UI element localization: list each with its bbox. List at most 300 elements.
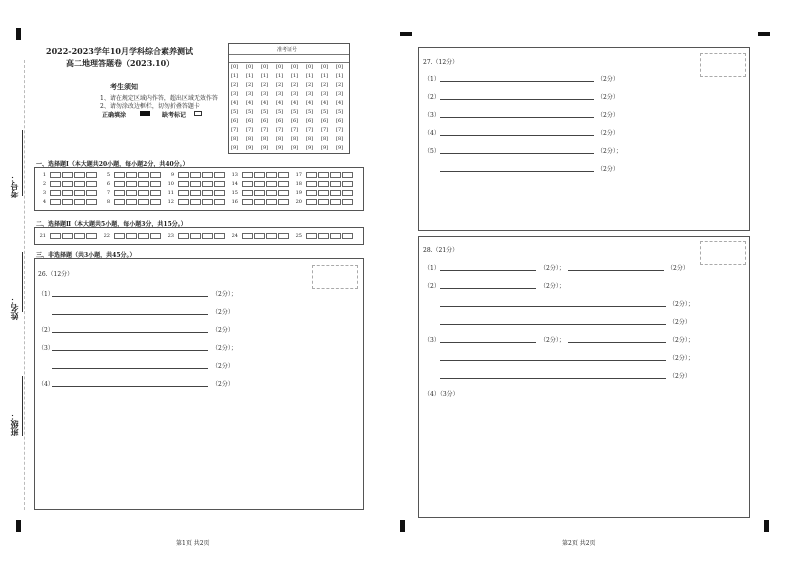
ticket-digit[interactable]: [6] bbox=[276, 118, 284, 124]
q26-title: 26.（12分） bbox=[38, 271, 74, 278]
choice-bubble[interactable] bbox=[330, 190, 341, 196]
ticket-digit[interactable]: [7] bbox=[291, 127, 299, 133]
choice-bubble[interactable] bbox=[50, 233, 61, 239]
answer-line[interactable] bbox=[440, 378, 666, 379]
ticket-digit[interactable]: [4] bbox=[246, 100, 254, 106]
registration-mark bbox=[400, 32, 412, 36]
choice-bubble[interactable] bbox=[50, 181, 61, 187]
ticket-digit[interactable]: [2] bbox=[291, 82, 299, 88]
ticket-digit[interactable]: [6] bbox=[291, 118, 299, 124]
choice-bubble[interactable] bbox=[114, 199, 125, 205]
choice-bubble[interactable] bbox=[306, 172, 317, 178]
choice-bubble[interactable] bbox=[278, 190, 289, 196]
ticket-digit[interactable]: [3] bbox=[246, 91, 254, 97]
score-label: （2分） bbox=[667, 265, 689, 272]
choice-bubble[interactable] bbox=[150, 190, 161, 196]
choice-bubble[interactable] bbox=[138, 172, 149, 178]
choice-row bbox=[228, 181, 290, 187]
choice-bubble[interactable] bbox=[254, 190, 265, 196]
choice-bubble[interactable] bbox=[242, 233, 253, 239]
choice-bubble[interactable] bbox=[318, 172, 329, 178]
choice-bubble[interactable] bbox=[74, 172, 85, 178]
choice-bubble[interactable] bbox=[266, 199, 277, 205]
choice-bubble[interactable] bbox=[50, 199, 61, 205]
question-number: 6 bbox=[106, 181, 110, 187]
question-number: 14 bbox=[231, 181, 238, 187]
ticket-digit[interactable]: [0] bbox=[291, 64, 299, 70]
answer-line[interactable] bbox=[440, 135, 594, 136]
choice-row bbox=[292, 199, 354, 205]
ticket-digit[interactable]: [3] bbox=[321, 91, 329, 97]
choice-bubble[interactable] bbox=[214, 233, 225, 239]
ticket-digit[interactable]: [0] bbox=[261, 64, 269, 70]
choice-bubble[interactable] bbox=[242, 190, 253, 196]
choice-row bbox=[36, 190, 98, 196]
ticket-digit[interactable]: [1] bbox=[321, 73, 329, 79]
choice-bubble[interactable] bbox=[126, 181, 137, 187]
ticket-digit[interactable]: [8] bbox=[306, 136, 314, 142]
choice-bubble[interactable] bbox=[150, 233, 161, 239]
q26-part4: （4） bbox=[38, 381, 54, 388]
question-number: 3 bbox=[42, 190, 46, 196]
answer-line[interactable] bbox=[52, 368, 208, 369]
choice-bubble[interactable] bbox=[254, 233, 265, 239]
choice-bubble[interactable] bbox=[190, 190, 201, 196]
ticket-digit[interactable]: [1] bbox=[336, 73, 344, 79]
ticket-digit-column bbox=[336, 63, 343, 153]
ticket-digit[interactable]: [7] bbox=[261, 127, 269, 133]
score-label: （2分）； bbox=[540, 337, 565, 344]
ticket-digit[interactable]: [8] bbox=[276, 136, 284, 142]
ticket-digit[interactable]: [3] bbox=[261, 91, 269, 97]
ticket-digit[interactable]: [4] bbox=[231, 100, 239, 106]
fill-absent-label: 缺考标记 bbox=[162, 112, 187, 119]
ticket-digit[interactable]: [4] bbox=[291, 100, 299, 106]
score-label: （2分） bbox=[597, 130, 619, 137]
choice-bubble[interactable] bbox=[330, 233, 341, 239]
q28-part1: （1） bbox=[424, 265, 440, 272]
ticket-digit[interactable]: [6] bbox=[336, 118, 344, 124]
choice-bubble[interactable] bbox=[150, 199, 161, 205]
ticket-digit[interactable]: [9] bbox=[321, 145, 329, 151]
ticket-digit[interactable]: [7] bbox=[306, 127, 314, 133]
q26-part1: （1） bbox=[38, 291, 54, 298]
ticket-digit[interactable]: [9] bbox=[276, 145, 284, 151]
choice-bubble[interactable] bbox=[62, 199, 73, 205]
ticket-digit[interactable]: [4] bbox=[336, 100, 344, 106]
page2-footer: 第2页 共2页 bbox=[562, 540, 596, 547]
question-number: 1 bbox=[42, 172, 46, 178]
ticket-digit[interactable]: [6] bbox=[306, 118, 314, 124]
choice-row bbox=[292, 233, 354, 239]
answer-line[interactable] bbox=[440, 81, 594, 82]
choice-bubble[interactable] bbox=[318, 233, 329, 239]
question-number: 20 bbox=[295, 199, 302, 205]
choice-row bbox=[164, 199, 226, 205]
choice-bubble[interactable] bbox=[254, 199, 265, 205]
choice-bubble[interactable] bbox=[330, 181, 341, 187]
ticket-digit[interactable]: [1] bbox=[246, 73, 254, 79]
choice-row bbox=[164, 233, 226, 239]
choice-bubble[interactable] bbox=[214, 199, 225, 205]
ticket-digit[interactable]: [0] bbox=[306, 64, 314, 70]
absent-checkbox[interactable] bbox=[194, 111, 202, 116]
ticket-digit[interactable]: [2] bbox=[246, 82, 254, 88]
ticket-digit[interactable]: [0] bbox=[231, 64, 239, 70]
ticket-digit[interactable]: [3] bbox=[291, 91, 299, 97]
question-number: 12 bbox=[167, 199, 174, 205]
score-label: （2分）； bbox=[669, 301, 694, 308]
choice-bubble[interactable] bbox=[242, 172, 253, 178]
q27-part3: （3） bbox=[424, 112, 440, 119]
question-number: 16 bbox=[231, 199, 238, 205]
choice-bubble[interactable] bbox=[214, 190, 225, 196]
ticket-digit[interactable]: [2] bbox=[261, 82, 269, 88]
score-label: （2分） bbox=[669, 319, 691, 326]
choice-bubble[interactable] bbox=[278, 199, 289, 205]
ticket-digit[interactable]: [4] bbox=[321, 100, 329, 106]
choice-bubble[interactable] bbox=[150, 181, 161, 187]
choice-bubble[interactable] bbox=[254, 172, 265, 178]
ticket-digit[interactable]: [2] bbox=[231, 82, 239, 88]
score-label: （2分）； bbox=[597, 148, 622, 155]
ticket-digit[interactable]: [7] bbox=[276, 127, 284, 133]
score-box bbox=[312, 265, 358, 289]
answer-line[interactable] bbox=[568, 342, 666, 343]
choice-bubble[interactable] bbox=[190, 233, 201, 239]
ticket-digit[interactable]: [9] bbox=[336, 145, 344, 151]
section1-title: 一、选择题Ⅰ（本大题共20小题，每小题2分，共40分。） bbox=[36, 161, 189, 168]
ticket-digit[interactable]: [5] bbox=[336, 109, 344, 115]
choice-bubble[interactable] bbox=[266, 190, 277, 196]
choice-row bbox=[36, 233, 98, 239]
choice-bubble[interactable] bbox=[214, 181, 225, 187]
choice-bubble[interactable] bbox=[190, 199, 201, 205]
choice-bubble[interactable] bbox=[178, 190, 189, 196]
question-number: 5 bbox=[106, 172, 110, 178]
choice-bubble[interactable] bbox=[202, 190, 213, 196]
score-label: （2分） bbox=[597, 166, 619, 173]
ticket-digit[interactable]: [4] bbox=[276, 100, 284, 106]
choice-bubble[interactable] bbox=[342, 233, 353, 239]
q28-part4: （4）（3分） bbox=[424, 391, 459, 398]
choice-bubble[interactable] bbox=[62, 181, 73, 187]
choice-bubble[interactable] bbox=[342, 172, 353, 178]
q27-part1: （1） bbox=[424, 76, 440, 83]
ticket-digit[interactable]: [8] bbox=[291, 136, 299, 142]
score-label: （2分）； bbox=[669, 337, 694, 344]
score-label: （2分）； bbox=[540, 265, 565, 272]
choice-bubble[interactable] bbox=[306, 233, 317, 239]
score-label: （2分） bbox=[597, 76, 619, 83]
choice-bubble[interactable] bbox=[202, 233, 213, 239]
choice-bubble[interactable] bbox=[138, 233, 149, 239]
choice-bubble[interactable] bbox=[62, 190, 73, 196]
choice-row bbox=[36, 199, 98, 205]
choice-bubble[interactable] bbox=[150, 172, 161, 178]
answer-line[interactable] bbox=[52, 296, 208, 297]
ticket-digit[interactable]: [3] bbox=[276, 91, 284, 97]
ticket-digit[interactable]: [7] bbox=[336, 127, 344, 133]
choice-bubble[interactable] bbox=[114, 181, 125, 187]
choice-bubble[interactable] bbox=[126, 190, 137, 196]
ticket-digit[interactable]: [1] bbox=[261, 73, 269, 79]
choice-bubble[interactable] bbox=[74, 181, 85, 187]
answer-line[interactable] bbox=[440, 270, 536, 271]
question-number: 25 bbox=[295, 233, 302, 239]
answer-line[interactable] bbox=[440, 360, 666, 361]
filled-example-mark bbox=[140, 111, 150, 116]
choice-row bbox=[164, 172, 226, 178]
question-number: 10 bbox=[167, 181, 174, 187]
ticket-digit[interactable]: [7] bbox=[246, 127, 254, 133]
ticket-digit[interactable]: [4] bbox=[261, 100, 269, 106]
ticket-digit[interactable]: [9] bbox=[231, 145, 239, 151]
question-number: 24 bbox=[231, 233, 238, 239]
score-label: （2分） bbox=[212, 381, 234, 388]
ticket-digit[interactable]: [7] bbox=[231, 127, 239, 133]
choice-bubble[interactable] bbox=[278, 233, 289, 239]
choice-bubble[interactable] bbox=[306, 199, 317, 205]
ticket-digit[interactable]: [0] bbox=[246, 64, 254, 70]
ticket-digit[interactable]: [3] bbox=[336, 91, 344, 97]
choice-bubble[interactable] bbox=[278, 181, 289, 187]
ticket-digit[interactable]: [0] bbox=[336, 64, 344, 70]
choice-row bbox=[100, 199, 162, 205]
question-number: 11 bbox=[167, 190, 174, 196]
question-number: 19 bbox=[295, 190, 302, 196]
choice-bubble[interactable] bbox=[202, 199, 213, 205]
choice-bubble[interactable] bbox=[50, 190, 61, 196]
ticket-digit[interactable]: [8] bbox=[336, 136, 344, 142]
notice-1: 1、请在规定区域内作答，超出区域无效作答 bbox=[100, 95, 218, 102]
choice-row bbox=[228, 199, 290, 205]
choice-bubble[interactable] bbox=[318, 181, 329, 187]
q26-part2: （2） bbox=[38, 327, 54, 334]
answer-line[interactable] bbox=[440, 117, 594, 118]
choice-bubble[interactable] bbox=[138, 199, 149, 205]
ticket-digit[interactable]: [4] bbox=[306, 100, 314, 106]
q28-part2: （2） bbox=[424, 283, 440, 290]
choice-bubble[interactable] bbox=[178, 181, 189, 187]
ticket-digit[interactable]: [1] bbox=[231, 73, 239, 79]
choice-bubble[interactable] bbox=[126, 199, 137, 205]
choice-bubble[interactable] bbox=[62, 172, 73, 178]
q28-answer-area[interactable] bbox=[418, 236, 750, 518]
choice-bubble[interactable] bbox=[242, 181, 253, 187]
ticket-digit[interactable]: [9] bbox=[261, 145, 269, 151]
ticket-digit[interactable]: [6] bbox=[231, 118, 239, 124]
choice-bubble[interactable] bbox=[114, 172, 125, 178]
ticket-digit[interactable]: [8] bbox=[231, 136, 239, 142]
ticket-digit[interactable]: [5] bbox=[246, 109, 254, 115]
question-number: 7 bbox=[106, 190, 110, 196]
answer-line[interactable] bbox=[52, 386, 208, 387]
ticket-digit[interactable]: [8] bbox=[246, 136, 254, 142]
choice-bubble[interactable] bbox=[214, 172, 225, 178]
ticket-digit[interactable]: [8] bbox=[261, 136, 269, 142]
ticket-title: 准考证号 bbox=[277, 47, 298, 53]
score-label: （2分） bbox=[212, 327, 234, 334]
registration-mark bbox=[400, 520, 405, 532]
score-label: （2分） bbox=[597, 94, 619, 101]
choice-bubble[interactable] bbox=[266, 233, 277, 239]
score-box bbox=[700, 53, 746, 77]
ticket-digit[interactable]: [5] bbox=[276, 109, 284, 115]
choice-bubble[interactable] bbox=[266, 181, 277, 187]
ticket-digit[interactable]: [6] bbox=[321, 118, 329, 124]
ticket-digit[interactable]: [1] bbox=[276, 73, 284, 79]
ticket-digit-column bbox=[261, 63, 268, 153]
ticket-digit[interactable]: [0] bbox=[321, 64, 329, 70]
answer-line[interactable] bbox=[440, 99, 594, 100]
question-number: 2 bbox=[42, 181, 46, 187]
ticket-digit[interactable]: [9] bbox=[246, 145, 254, 151]
question-number: 21 bbox=[39, 233, 46, 239]
choice-row bbox=[164, 181, 226, 187]
section2-title: 二、选择题Ⅱ（本大题共5小题，每小题3分，共15分。） bbox=[36, 221, 187, 228]
ticket-digit[interactable]: [7] bbox=[321, 127, 329, 133]
choice-bubble[interactable] bbox=[242, 199, 253, 205]
score-label: （2分）； bbox=[669, 355, 694, 362]
choice-bubble[interactable] bbox=[86, 172, 97, 178]
choice-bubble[interactable] bbox=[202, 172, 213, 178]
choice-row bbox=[100, 190, 162, 196]
ticket-digit[interactable]: [2] bbox=[306, 82, 314, 88]
choice-row bbox=[292, 190, 354, 196]
q27-title: 27.（12分） bbox=[423, 59, 459, 66]
q26-part3: （3） bbox=[38, 345, 54, 352]
choice-bubble[interactable] bbox=[306, 190, 317, 196]
registration-mark bbox=[758, 32, 770, 36]
choice-row bbox=[100, 181, 162, 187]
choice-bubble[interactable] bbox=[178, 172, 189, 178]
choice-row bbox=[292, 172, 354, 178]
answer-line[interactable] bbox=[52, 350, 208, 351]
ticket-digit-column bbox=[246, 63, 253, 153]
choice-bubble[interactable] bbox=[74, 233, 85, 239]
ticket-digit[interactable]: [3] bbox=[306, 91, 314, 97]
choice-bubble[interactable] bbox=[342, 190, 353, 196]
question-number: 15 bbox=[231, 190, 238, 196]
choice-bubble[interactable] bbox=[86, 199, 97, 205]
question-number: 4 bbox=[42, 199, 46, 205]
ticket-digit[interactable]: [9] bbox=[306, 145, 314, 151]
score-label: （2分）； bbox=[212, 291, 237, 298]
choice-row bbox=[228, 233, 290, 239]
ticket-digit[interactable]: [5] bbox=[261, 109, 269, 115]
choice-bubble[interactable] bbox=[50, 172, 61, 178]
answer-line[interactable] bbox=[440, 342, 536, 343]
choice-bubble[interactable] bbox=[266, 172, 277, 178]
choice-bubble[interactable] bbox=[62, 233, 73, 239]
question-number: 22 bbox=[103, 233, 110, 239]
ticket-digit[interactable]: [5] bbox=[321, 109, 329, 115]
question-number: 23 bbox=[167, 233, 174, 239]
choice-bubble[interactable] bbox=[74, 190, 85, 196]
choice-bubble[interactable] bbox=[342, 199, 353, 205]
ticket-digit[interactable]: [1] bbox=[306, 73, 314, 79]
choice-bubble[interactable] bbox=[86, 190, 97, 196]
answer-line[interactable] bbox=[52, 332, 208, 333]
question-number: 13 bbox=[231, 172, 238, 178]
q27-part4: （4） bbox=[424, 130, 440, 137]
choice-bubble[interactable] bbox=[74, 199, 85, 205]
class-label: 班级： bbox=[9, 412, 19, 436]
ticket-digit[interactable]: [3] bbox=[231, 91, 239, 97]
choice-bubble[interactable] bbox=[86, 181, 97, 187]
choice-bubble[interactable] bbox=[138, 181, 149, 187]
choice-bubble[interactable] bbox=[190, 172, 201, 178]
title-line2: 高二地理答题卷（2023.10） bbox=[66, 58, 175, 68]
ticket-digit[interactable]: [2] bbox=[276, 82, 284, 88]
choice-bubble[interactable] bbox=[278, 172, 289, 178]
ticket-digit[interactable]: [0] bbox=[276, 64, 284, 70]
ticket-digit[interactable]: [8] bbox=[321, 136, 329, 142]
answer-line[interactable] bbox=[440, 306, 666, 307]
choice-bubble[interactable] bbox=[126, 172, 137, 178]
choice-bubble[interactable] bbox=[330, 199, 341, 205]
title-line1: 2022-2023学年10月学科综合素养测试 bbox=[46, 46, 193, 56]
ticket-digit[interactable]: [2] bbox=[321, 82, 329, 88]
choice-bubble[interactable] bbox=[342, 181, 353, 187]
choice-bubble[interactable] bbox=[254, 181, 265, 187]
answer-line[interactable] bbox=[440, 288, 536, 289]
answer-line[interactable] bbox=[440, 153, 594, 154]
choice-bubble[interactable] bbox=[330, 172, 341, 178]
ticket-digit[interactable]: [1] bbox=[291, 73, 299, 79]
answer-line[interactable] bbox=[440, 324, 666, 325]
answer-line[interactable] bbox=[568, 270, 664, 271]
choice-bubble[interactable] bbox=[114, 190, 125, 196]
ticket-digit[interactable]: [5] bbox=[306, 109, 314, 115]
score-label: （2分） bbox=[212, 363, 234, 370]
question-number: 17 bbox=[295, 172, 302, 178]
choice-bubble[interactable] bbox=[306, 181, 317, 187]
ticket-digit[interactable]: [2] bbox=[336, 82, 344, 88]
choice-row bbox=[36, 172, 98, 178]
q28-part3: （3） bbox=[424, 337, 440, 344]
score-label: （2分） bbox=[669, 373, 691, 380]
choice-bubble[interactable] bbox=[318, 199, 329, 205]
ticket-digit[interactable]: [6] bbox=[261, 118, 269, 124]
choice-bubble[interactable] bbox=[114, 233, 125, 239]
fill-correct-label: 正确填涂 bbox=[102, 112, 127, 119]
ticket-digit[interactable]: [5] bbox=[231, 109, 239, 115]
ticket-digit[interactable]: [6] bbox=[246, 118, 254, 124]
question-number: 18 bbox=[295, 181, 302, 187]
ticket-digit[interactable]: [5] bbox=[291, 109, 299, 115]
score-label: （2分） bbox=[212, 309, 234, 316]
choice-bubble[interactable] bbox=[86, 233, 97, 239]
q27-part5: （5） bbox=[424, 148, 440, 155]
section3-title: 三、非选择题（共3小题，共45分。） bbox=[36, 252, 136, 259]
choice-bubble[interactable] bbox=[178, 199, 189, 205]
choice-row bbox=[164, 190, 226, 196]
notice-title: 考生须知 bbox=[110, 82, 138, 91]
choice-bubble[interactable] bbox=[126, 233, 137, 239]
choice-bubble[interactable] bbox=[318, 190, 329, 196]
choice-bubble[interactable] bbox=[190, 181, 201, 187]
answer-line[interactable] bbox=[52, 314, 208, 315]
choice-bubble[interactable] bbox=[202, 181, 213, 187]
choice-bubble[interactable] bbox=[178, 233, 189, 239]
registration-mark bbox=[16, 520, 21, 532]
exam-number-label: 考号： bbox=[9, 174, 19, 198]
choice-bubble[interactable] bbox=[138, 190, 149, 196]
ticket-digit[interactable]: [9] bbox=[291, 145, 299, 151]
answer-line[interactable] bbox=[440, 171, 594, 172]
